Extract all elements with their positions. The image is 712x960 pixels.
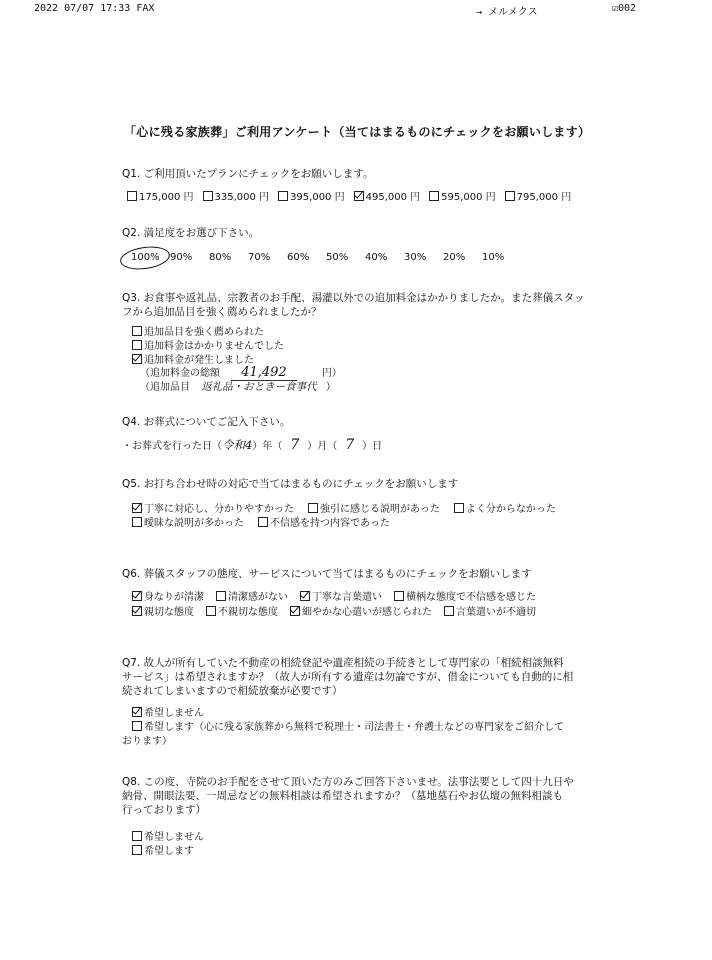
scale-option-90[interactable]: 90% xyxy=(170,252,193,263)
q7-question-line3: 続されてしまいますので相続放棄が必要です） xyxy=(122,685,343,697)
q3-question-line1: Q3. お食事や返礼品、宗教者のお手配、湯灌以外での追加料金はかかりましたか。また葬儀スタッ xyxy=(122,292,585,304)
q1-question: Q1. ご利用頂いたプランにチェックをお願いします。 xyxy=(122,168,374,180)
q8-question-line3: 行っております） xyxy=(122,804,206,816)
checkbox-icon[interactable] xyxy=(132,340,142,350)
q6-option[interactable]: 言葉遣いが不適切 xyxy=(444,603,536,618)
q7-question-line2: サービス」は希望されますか？（故人が所有する遺産は勿論ですが、借金についても自動的に相 xyxy=(122,671,574,683)
checked-checkbox-icon[interactable] xyxy=(300,591,310,601)
q8-option[interactable]: 希望しません xyxy=(132,828,204,843)
scale-option-70[interactable]: 70% xyxy=(248,252,271,263)
checkbox-icon[interactable] xyxy=(394,591,404,601)
q7-option-continued: おります） xyxy=(122,736,172,747)
checkbox-icon[interactable] xyxy=(258,517,268,527)
q3-total-row: （追加料金の総額 41,492 円） xyxy=(140,365,342,380)
checked-checkbox-icon[interactable] xyxy=(132,354,142,364)
q1-option[interactable]: 495,000 円 xyxy=(354,188,421,203)
checked-checkbox-icon[interactable] xyxy=(132,503,142,513)
q3-items-value[interactable]: 返礼品・おときー食事代 xyxy=(201,381,317,393)
checkbox-icon[interactable] xyxy=(444,606,454,616)
survey-title: 「心に残る家族葬」ご利用アンケート（当てはまるものにチェックをお願いします） xyxy=(124,125,591,139)
q1-option[interactable]: 395,000 円 xyxy=(278,188,345,203)
q6-option[interactable]: 親切な態度 xyxy=(132,603,194,618)
q7-option[interactable]: 希望します（心に残る家族葬から無料で税理士・司法書士・弁護士などの専門家をご紹介して xyxy=(132,718,564,733)
q4-month-value[interactable]: 7 xyxy=(290,437,300,453)
checkbox-icon[interactable] xyxy=(216,591,226,601)
checkbox-icon[interactable] xyxy=(203,191,213,201)
q5-option[interactable]: 強引に感じる説明があった xyxy=(308,500,440,515)
q7-question-line1: Q7. 故人が所有していた不動産の相続登記や遺産相続の手続きとして専門家の「相続相談無料 xyxy=(122,657,564,669)
q4-date-row: ・お葬式を行った日（令和4）年（ 7 ）月（ 7 ）日 xyxy=(122,437,383,453)
scale-option-100[interactable]: 100% xyxy=(131,252,160,263)
checked-checkbox-icon[interactable] xyxy=(132,591,142,601)
checkbox-icon[interactable] xyxy=(127,191,137,201)
q1-option[interactable]: 795,000 円 xyxy=(505,188,572,203)
q1-option[interactable]: 335,000 円 xyxy=(203,188,270,203)
q5-option[interactable]: よく分からなかった xyxy=(454,500,556,515)
q5-option[interactable]: 丁寧に対応し、分かりやすかった xyxy=(132,500,294,515)
q3-items-row: （追加品目 返礼品・おときー食事代 ） xyxy=(140,381,336,393)
q3-option[interactable]: 追加品目を強く薦められた xyxy=(132,323,264,338)
q7-option[interactable]: 希望しません xyxy=(132,704,204,719)
q1-options xyxy=(127,188,571,203)
q1-option[interactable]: 595,000 円 xyxy=(429,188,496,203)
q1-option[interactable]: 175,000 円 xyxy=(127,188,194,203)
q6-option[interactable]: 横柄な態度で不信感を感じた xyxy=(394,588,536,603)
checked-checkbox-icon[interactable] xyxy=(132,707,142,717)
scale-option-10[interactable]: 10% xyxy=(482,252,505,263)
q5-option[interactable]: 曖昧な説明が多かった xyxy=(132,514,244,529)
q3-question-line2: フから追加品目を強く薦められましたか？ xyxy=(122,306,322,318)
checkbox-icon[interactable] xyxy=(454,503,464,513)
scale-option-20[interactable]: 20% xyxy=(443,252,466,263)
checked-checkbox-icon[interactable] xyxy=(132,606,142,616)
q5-option[interactable]: 不信感を持つ内容であった xyxy=(258,514,390,529)
checkbox-icon[interactable] xyxy=(132,326,142,336)
q6-row2 xyxy=(132,603,536,618)
q3-option[interactable]: 追加料金が発生しました xyxy=(132,351,254,366)
checkbox-icon[interactable] xyxy=(206,606,216,616)
q6-option[interactable]: 丁寧な言葉遣い xyxy=(300,588,382,603)
scale-option-40[interactable]: 40% xyxy=(365,252,388,263)
q4-question: Q4. お葬式についてご記入下さい。 xyxy=(122,416,291,428)
fax-datetime: 2022 07/07 17:33 FAX xyxy=(34,3,155,14)
q6-question: Q6. 葬儀スタッフの態度、サービスについて当てはまるものにチェックをお願いします xyxy=(122,568,532,580)
scale-option-60[interactable]: 60% xyxy=(287,252,310,263)
checkbox-icon[interactable] xyxy=(278,191,288,201)
q6-option[interactable]: 身なりが清潔 xyxy=(132,588,204,603)
q6-row1 xyxy=(132,588,536,603)
q4-era-value[interactable]: 令和4 xyxy=(222,438,253,452)
q6-option[interactable]: 不親切な態度 xyxy=(206,603,278,618)
q5-row1 xyxy=(132,500,556,515)
checked-checkbox-icon[interactable] xyxy=(290,606,300,616)
checkbox-icon[interactable] xyxy=(132,517,142,527)
fax-page-number: ☑002 xyxy=(612,3,637,14)
checkbox-icon[interactable] xyxy=(132,831,142,841)
q3-option[interactable]: 追加料金はかかりませんでした xyxy=(132,337,284,352)
checkbox-icon[interactable] xyxy=(308,503,318,513)
q8-question-line1: Q8. この度、寺院のお手配をさせて頂いた方のみご回答下さいませ。法事法要として四十九日や xyxy=(122,776,574,788)
scale-option-30[interactable]: 30% xyxy=(404,252,427,263)
checkbox-icon[interactable] xyxy=(505,191,515,201)
scale-option-50[interactable]: 50% xyxy=(326,252,349,263)
checkbox-icon[interactable] xyxy=(132,721,142,731)
q2-scale xyxy=(131,252,521,263)
q6-option[interactable]: 細やかな心遣いが感じられた xyxy=(290,603,432,618)
fax-destination: → メルメクス xyxy=(476,7,538,18)
q3-total-value[interactable]: 41,492 xyxy=(231,365,297,381)
checkbox-icon[interactable] xyxy=(429,191,439,201)
q8-question-line2: 納骨、開眼法要、一周忌などの無料相談は希望されますか？（墓地墓石やお仏壇の無料相談も xyxy=(122,790,563,802)
q6-option[interactable]: 清潔感がない xyxy=(216,588,288,603)
checkbox-icon[interactable] xyxy=(132,845,142,855)
q4-day-value[interactable]: 7 xyxy=(345,437,355,453)
scale-option-80[interactable]: 80% xyxy=(209,252,232,263)
checked-checkbox-icon[interactable] xyxy=(354,191,364,201)
q2-question: Q2. 満足度をお選び下さい。 xyxy=(122,227,260,239)
q5-question: Q5. お打ち合わせ時の対応で当てはまるものにチェックをお願いします xyxy=(122,478,459,490)
selection-circle-icon xyxy=(119,244,172,273)
q5-row2 xyxy=(132,514,390,529)
q8-option[interactable]: 希望します xyxy=(132,842,194,857)
